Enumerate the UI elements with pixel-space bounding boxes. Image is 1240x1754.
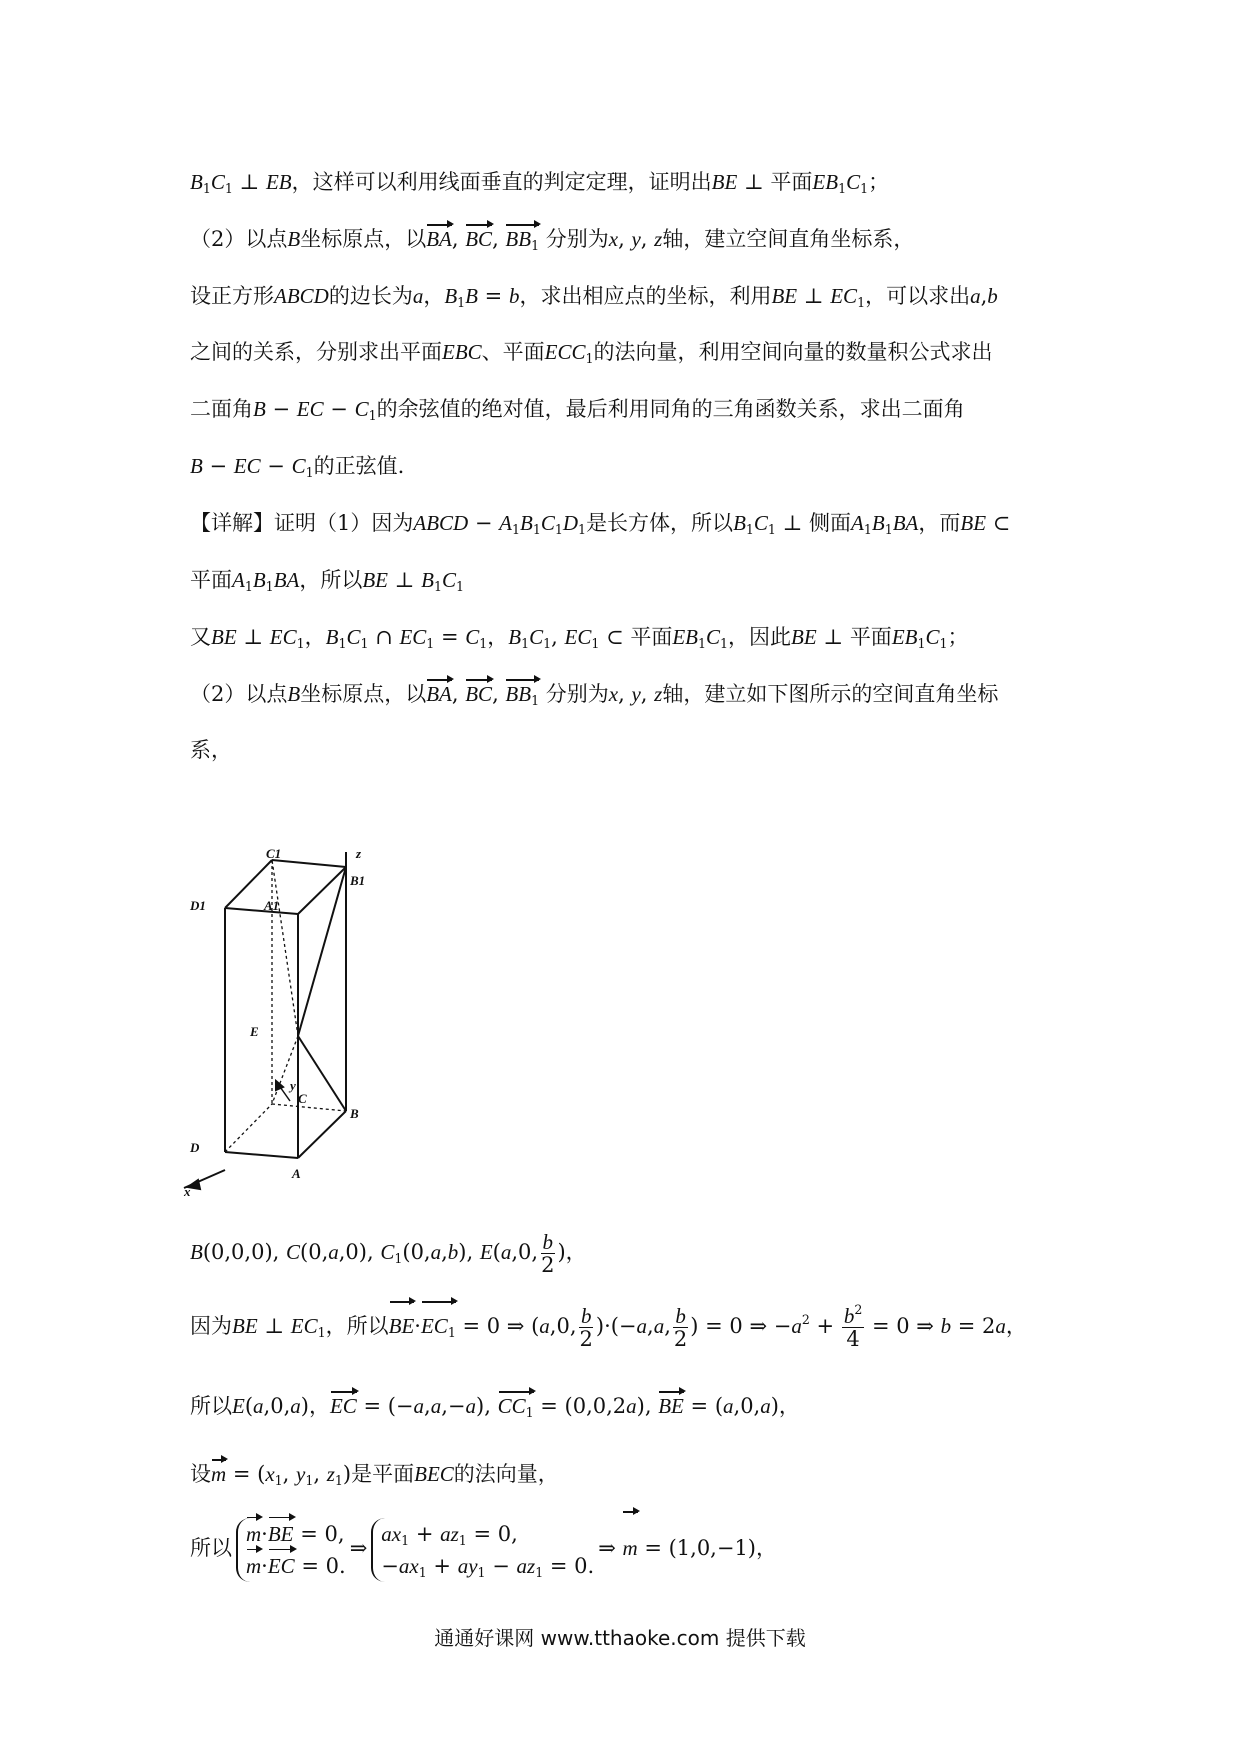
- cuboid-figure: [184, 846, 420, 1199]
- text-line-5: 二面角B − EC − $C_1$的余弦值的绝对值，最后利用同角的三角函数关系，求出二面角: [190, 397, 965, 423]
- formula-dot-product: 因为BE ⊥ $EC_1$，所以$BE\cdot EC_1 = 0$ ⇒ (a,0, $\frac{b}{2}$ )·(−a,a, $\frac{b}{2}$ ) = 0 ⇒ $-a^2$ + $\frac{b^2}{4}$ = 0 ⇒ b = 2a，: [190, 1302, 1027, 1351]
- segment-eb1: [298, 867, 346, 1036]
- label-a1: A1: [264, 898, 280, 913]
- label-x: x: [184, 1184, 191, 1199]
- page-footer: 通通好课网 www.tthaoke.com 提供下载: [434, 1626, 806, 1650]
- edge-a1d1: [225, 908, 298, 914]
- hidden-edge-dc: [225, 1104, 272, 1152]
- hidden-edge-cb: [272, 1104, 346, 1111]
- text-line-4: 之间的关系，分别求出平面EBC、平面$ECC_1$的法向量，利用空间向量的数量积公式求出: [190, 340, 993, 366]
- label-b: B: [350, 1106, 359, 1121]
- label-z: z: [356, 846, 362, 861]
- text-line-2: （2）以点B坐标原点，以BA, BC, $BB_1$ 分别为x, y, z轴，建立空间直角坐标系，: [190, 227, 915, 253]
- label-a: A: [292, 1166, 301, 1181]
- edge-ab: [298, 1111, 346, 1158]
- text-line-7: 【详解】证明（1）因为ABCD − $A_1B_1C_1D_1$是长方体，所以$B_1C_1$ ⊥ 侧面$A_1B_1BA$，而BE ⊂: [190, 511, 1011, 537]
- label-y: y: [290, 1078, 296, 1093]
- label-b1: B1: [350, 873, 366, 888]
- label-e: E: [250, 1024, 259, 1039]
- edge-c1b1: [272, 860, 346, 867]
- text-line-9: 又BE ⊥ $EC_1$，$B_1C_1$ ∩ $EC_1 = C_1$，$B_1C_1$, $EC_1$ ⊂ 平面$EB_1C_1$，因此BE ⊥ 平面$EB_1C_1$；: [190, 625, 969, 651]
- edge-da: [225, 1152, 298, 1158]
- label-d1: D1: [190, 898, 206, 913]
- formula-system: 所以 m·BE = 0, m·EC = 0. ⇒ $ax_1 + az_1 = 0$, $-ax_1 + ay_1 - az_1 = 0$. ⇒ m = (1,0,−1)，: [190, 1512, 777, 1584]
- formula-vectors: 所以E(a,0,a)，EC = (−a,a,−a), $CC_1 = (0,0,2a)$, BE = (a,0,a)，: [190, 1394, 800, 1420]
- text-line-10: （2）以点B坐标原点，以BA, BC, $BB_1$ 分别为x, y, z轴，建立如下图所示的空间直角坐标: [190, 682, 999, 708]
- text-line-1: $B_1C_1$ ⊥ EB，这样可以利用线面垂直的判定定理，证明出BE ⊥ 平面$EB_1C_1$；: [190, 170, 890, 196]
- hidden-segment-ec1: [272, 860, 298, 1036]
- text-line-11: 系，: [190, 738, 232, 762]
- text-line-6: B − EC − $C_1$的正弦值.: [190, 454, 405, 480]
- text-line-3: 设正方形ABCD的边长为a，$B_1B = b$，求出相应点的坐标，利用BE ⊥ $EC_1$，可以求出a,b: [190, 284, 998, 310]
- formula-points: B(0,0,0), C(0,a,0), $C_1(0,a,b)$, E(a,0, $\frac{b}{2}$ )，: [190, 1230, 587, 1277]
- label-d: D: [190, 1140, 200, 1155]
- label-c: C: [298, 1091, 307, 1106]
- text-line-8: 平面$A_1B_1BA$，所以BE ⊥ $B_1C_1$: [190, 568, 464, 594]
- formula-normal-def: 设$m = (x_1$, $y_1$, $z_1$)是平面BEC的法向量，: [190, 1462, 559, 1488]
- label-c1: C1: [266, 846, 282, 861]
